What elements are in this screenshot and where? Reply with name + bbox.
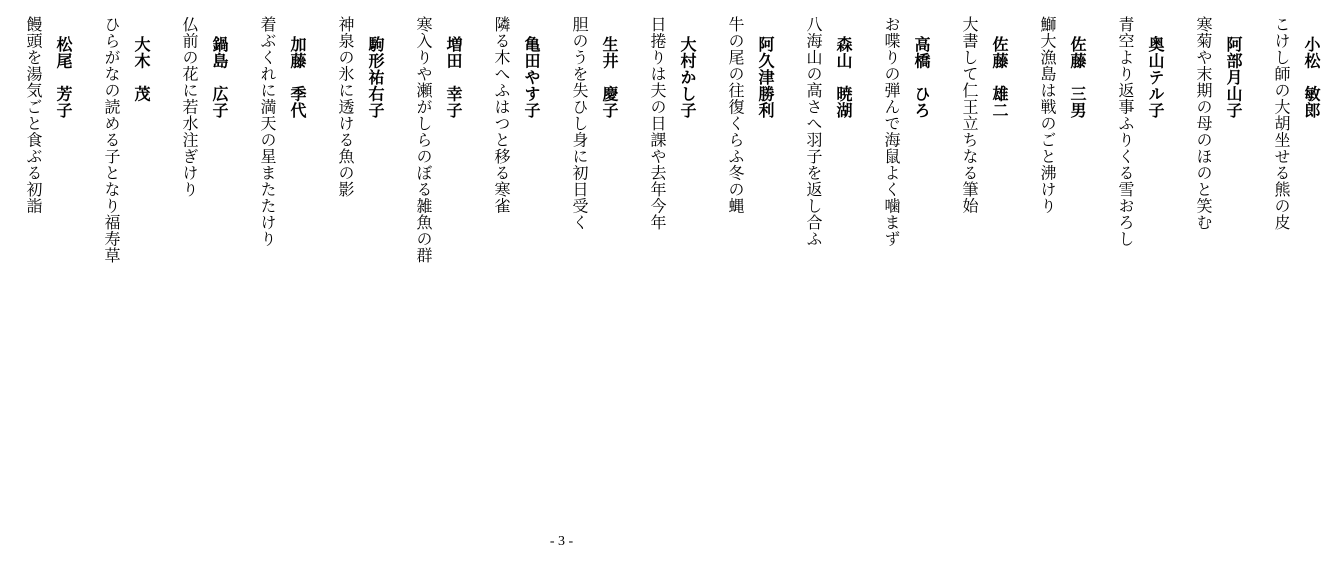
haiku-entry [96, 14, 156, 344]
haiku-text: 寒菊や末期の母のほのと笑む [1194, 16, 1213, 231]
author-name: 鍋島 広子 [210, 36, 229, 119]
haiku-columns [0, 14, 1326, 344]
author-name: 駒形祐右子 [366, 36, 385, 119]
author-name: 佐藤 雄二 [990, 36, 1009, 119]
haiku-entry [1032, 14, 1092, 344]
author-name: 佐藤 三男 [1068, 36, 1087, 119]
haiku-entry [720, 14, 780, 344]
haiku-entry [1266, 14, 1326, 344]
haiku-text: 隣る木へふはつと移る寒雀 [492, 16, 511, 214]
haiku-text: 寒入りや瀬がしらのぼる雑魚の群 [414, 16, 433, 264]
haiku-entry [174, 14, 234, 344]
haiku-text: ひらがなの読める子となり福寿草 [102, 16, 121, 264]
haiku-text: 着ぶくれに満天の星またたけり [258, 16, 277, 247]
haiku-text: 饅頭を湯気ごと食ぶる初詣 [24, 16, 43, 214]
haiku-entry [408, 14, 468, 344]
author-name: 増田 幸子 [444, 36, 463, 119]
haiku-text: お喋りの弾んで海鼠よく噛まず [882, 16, 901, 247]
haiku-text: 牛の尾の往復くらふ冬の蝿 [726, 16, 745, 214]
author-name: 奥山テル子 [1146, 36, 1165, 119]
author-name: 生井 慶子 [600, 36, 619, 119]
haiku-entry [954, 14, 1014, 344]
haiku-text: こけし師の大胡坐せる熊の皮 [1272, 16, 1291, 231]
author-name: 大木 茂 [132, 36, 151, 102]
haiku-entry [1188, 14, 1248, 344]
author-name: 阿部月山子 [1224, 36, 1243, 119]
haiku-entry [18, 14, 78, 344]
haiku-text: 八海山の高さへ羽子を返し合ふ [804, 16, 823, 247]
author-name: 森山 暁湖 [834, 36, 853, 119]
haiku-text: 仏前の花に若水注ぎけり [180, 16, 199, 198]
author-name: 松尾 芳子 [54, 36, 73, 119]
haiku-text: 大書して仁王立ちなる筆始 [960, 16, 979, 214]
haiku-entry [330, 14, 390, 344]
haiku-text: 神泉の氷に透ける魚の影 [336, 16, 355, 198]
haiku-entry [252, 14, 312, 344]
haiku-text: 胆のうを失ひし身に初日受く [570, 16, 589, 231]
haiku-text: 鰤大漁島は戦のごと沸けり [1038, 16, 1057, 214]
haiku-entry [876, 14, 936, 344]
page-number: - 3 - [549, 534, 574, 549]
author-name: 小松 敏郎 [1302, 36, 1321, 119]
haiku-text: 日捲りは夫の日課や去年今年 [648, 16, 667, 231]
author-name: 大村かし子 [678, 36, 697, 119]
haiku-entry [486, 14, 546, 344]
haiku-entry [798, 14, 858, 344]
author-name: 高橋 ひろ [912, 36, 931, 119]
author-name: 阿久津勝利 [756, 36, 775, 119]
haiku-entry [642, 14, 702, 344]
haiku-entry [1110, 14, 1170, 344]
haiku-entry [564, 14, 624, 344]
author-name: 加藤 季代 [288, 36, 307, 119]
author-name: 亀田やす子 [522, 36, 541, 119]
haiku-text: 青空より返事ふりくる雪おろし [1116, 16, 1135, 247]
